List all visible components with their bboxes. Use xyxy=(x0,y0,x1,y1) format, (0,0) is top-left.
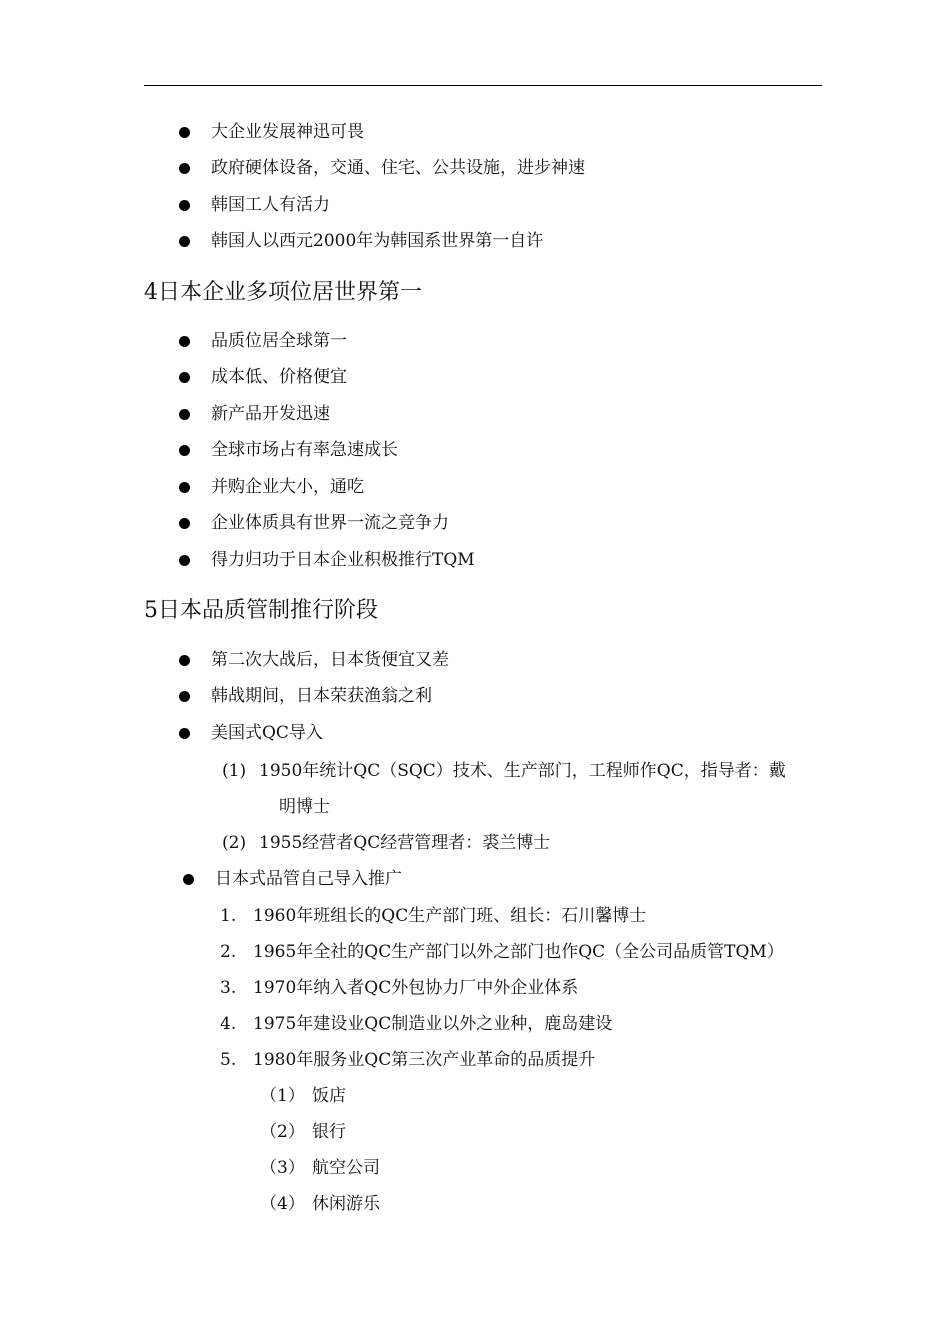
list-item: 韩国人以西元2000年为韩国系世界第一自许 xyxy=(211,231,544,251)
bullet-dot xyxy=(179,518,190,529)
bullet-dot xyxy=(183,874,194,885)
sub-item-marker: (1) xyxy=(222,761,247,781)
numbered-marker: 5. xyxy=(220,1050,237,1070)
header-rule xyxy=(144,85,822,86)
service-text: 航空公司 xyxy=(312,1158,380,1178)
bullet-dot xyxy=(179,555,190,566)
service-marker: （4） xyxy=(260,1194,305,1214)
bullet-dot xyxy=(179,236,190,247)
bullet-dot xyxy=(179,409,190,420)
service-text: 饭店 xyxy=(312,1086,346,1106)
numbered-marker: 3. xyxy=(220,978,237,998)
bullet-dot xyxy=(179,127,190,138)
bullet-dot xyxy=(179,728,190,739)
numbered-marker: 4. xyxy=(220,1014,237,1034)
sub-item-continuation: 明博士 xyxy=(279,797,330,817)
list-item: 成本低、价格便宜 xyxy=(211,367,347,387)
numbered-text: 1980年服务业QC第三次产业革命的品质提升 xyxy=(253,1050,596,1070)
list-item: 大企业发展神迅可畏 xyxy=(211,122,364,142)
numbered-text: 1970年纳入者QC外包协力厂中外企业体系 xyxy=(253,978,579,998)
service-marker: （2） xyxy=(260,1122,305,1142)
list-item: 韩国工人有活力 xyxy=(211,195,330,215)
numbered-text: 1965年全社的QC生产部门以外之部门也作QC（全公司品质管TQM） xyxy=(253,942,784,962)
bullet-dot xyxy=(179,655,190,666)
list-item: 新产品开发迅速 xyxy=(211,404,330,424)
service-text: 银行 xyxy=(312,1122,346,1142)
sub-item-text: 1955经营者QC经营管理者：裘兰博士 xyxy=(259,833,551,853)
list-item: 韩战期间，日本荣获渔翁之利 xyxy=(211,686,432,706)
bullet-dot xyxy=(179,372,190,383)
section-heading: 5日本品质管制推行阶段 xyxy=(144,598,378,623)
bullet-dot xyxy=(179,691,190,702)
sub-item-marker: (2) xyxy=(222,833,247,853)
bullet-dot xyxy=(179,163,190,174)
sub-item-text: 1950年统计QC（SQC）技术、生产部门，工程师作QC，指导者：戴 xyxy=(259,761,786,781)
list-item: 日本式品管自己导入推广 xyxy=(215,869,402,889)
list-item: 企业体质具有世界一流之竞争力 xyxy=(211,513,449,533)
section-heading: 4日本企业多项位居世界第一 xyxy=(144,280,422,305)
list-item: 得力归功于日本企业积极推行TQM xyxy=(211,550,475,570)
list-item: 美国式QC导入 xyxy=(211,723,323,743)
service-marker: （1） xyxy=(260,1086,305,1106)
numbered-marker: 1. xyxy=(220,906,237,926)
numbered-text: 1975年建设业QC制造业以外之业种，鹿岛建设 xyxy=(253,1014,613,1034)
list-item: 并购企业大小，通吃 xyxy=(211,477,364,497)
bullet-dot xyxy=(179,336,190,347)
service-marker: （3） xyxy=(260,1158,305,1178)
bullet-dot xyxy=(179,445,190,456)
bullet-dot xyxy=(179,482,190,493)
numbered-text: 1960年班组长的QC生产部门班、组长：石川馨博士 xyxy=(253,906,647,926)
service-text: 休闲游乐 xyxy=(312,1194,380,1214)
list-item: 第二次大战后，日本货便宜又差 xyxy=(211,650,449,670)
numbered-marker: 2. xyxy=(220,942,237,962)
list-item: 全球市场占有率急速成长 xyxy=(211,440,398,460)
list-item: 政府硬体设备，交通、住宅、公共设施，进步神速 xyxy=(211,158,585,178)
list-item: 品质位居全球第一 xyxy=(211,331,347,351)
bullet-dot xyxy=(179,200,190,211)
